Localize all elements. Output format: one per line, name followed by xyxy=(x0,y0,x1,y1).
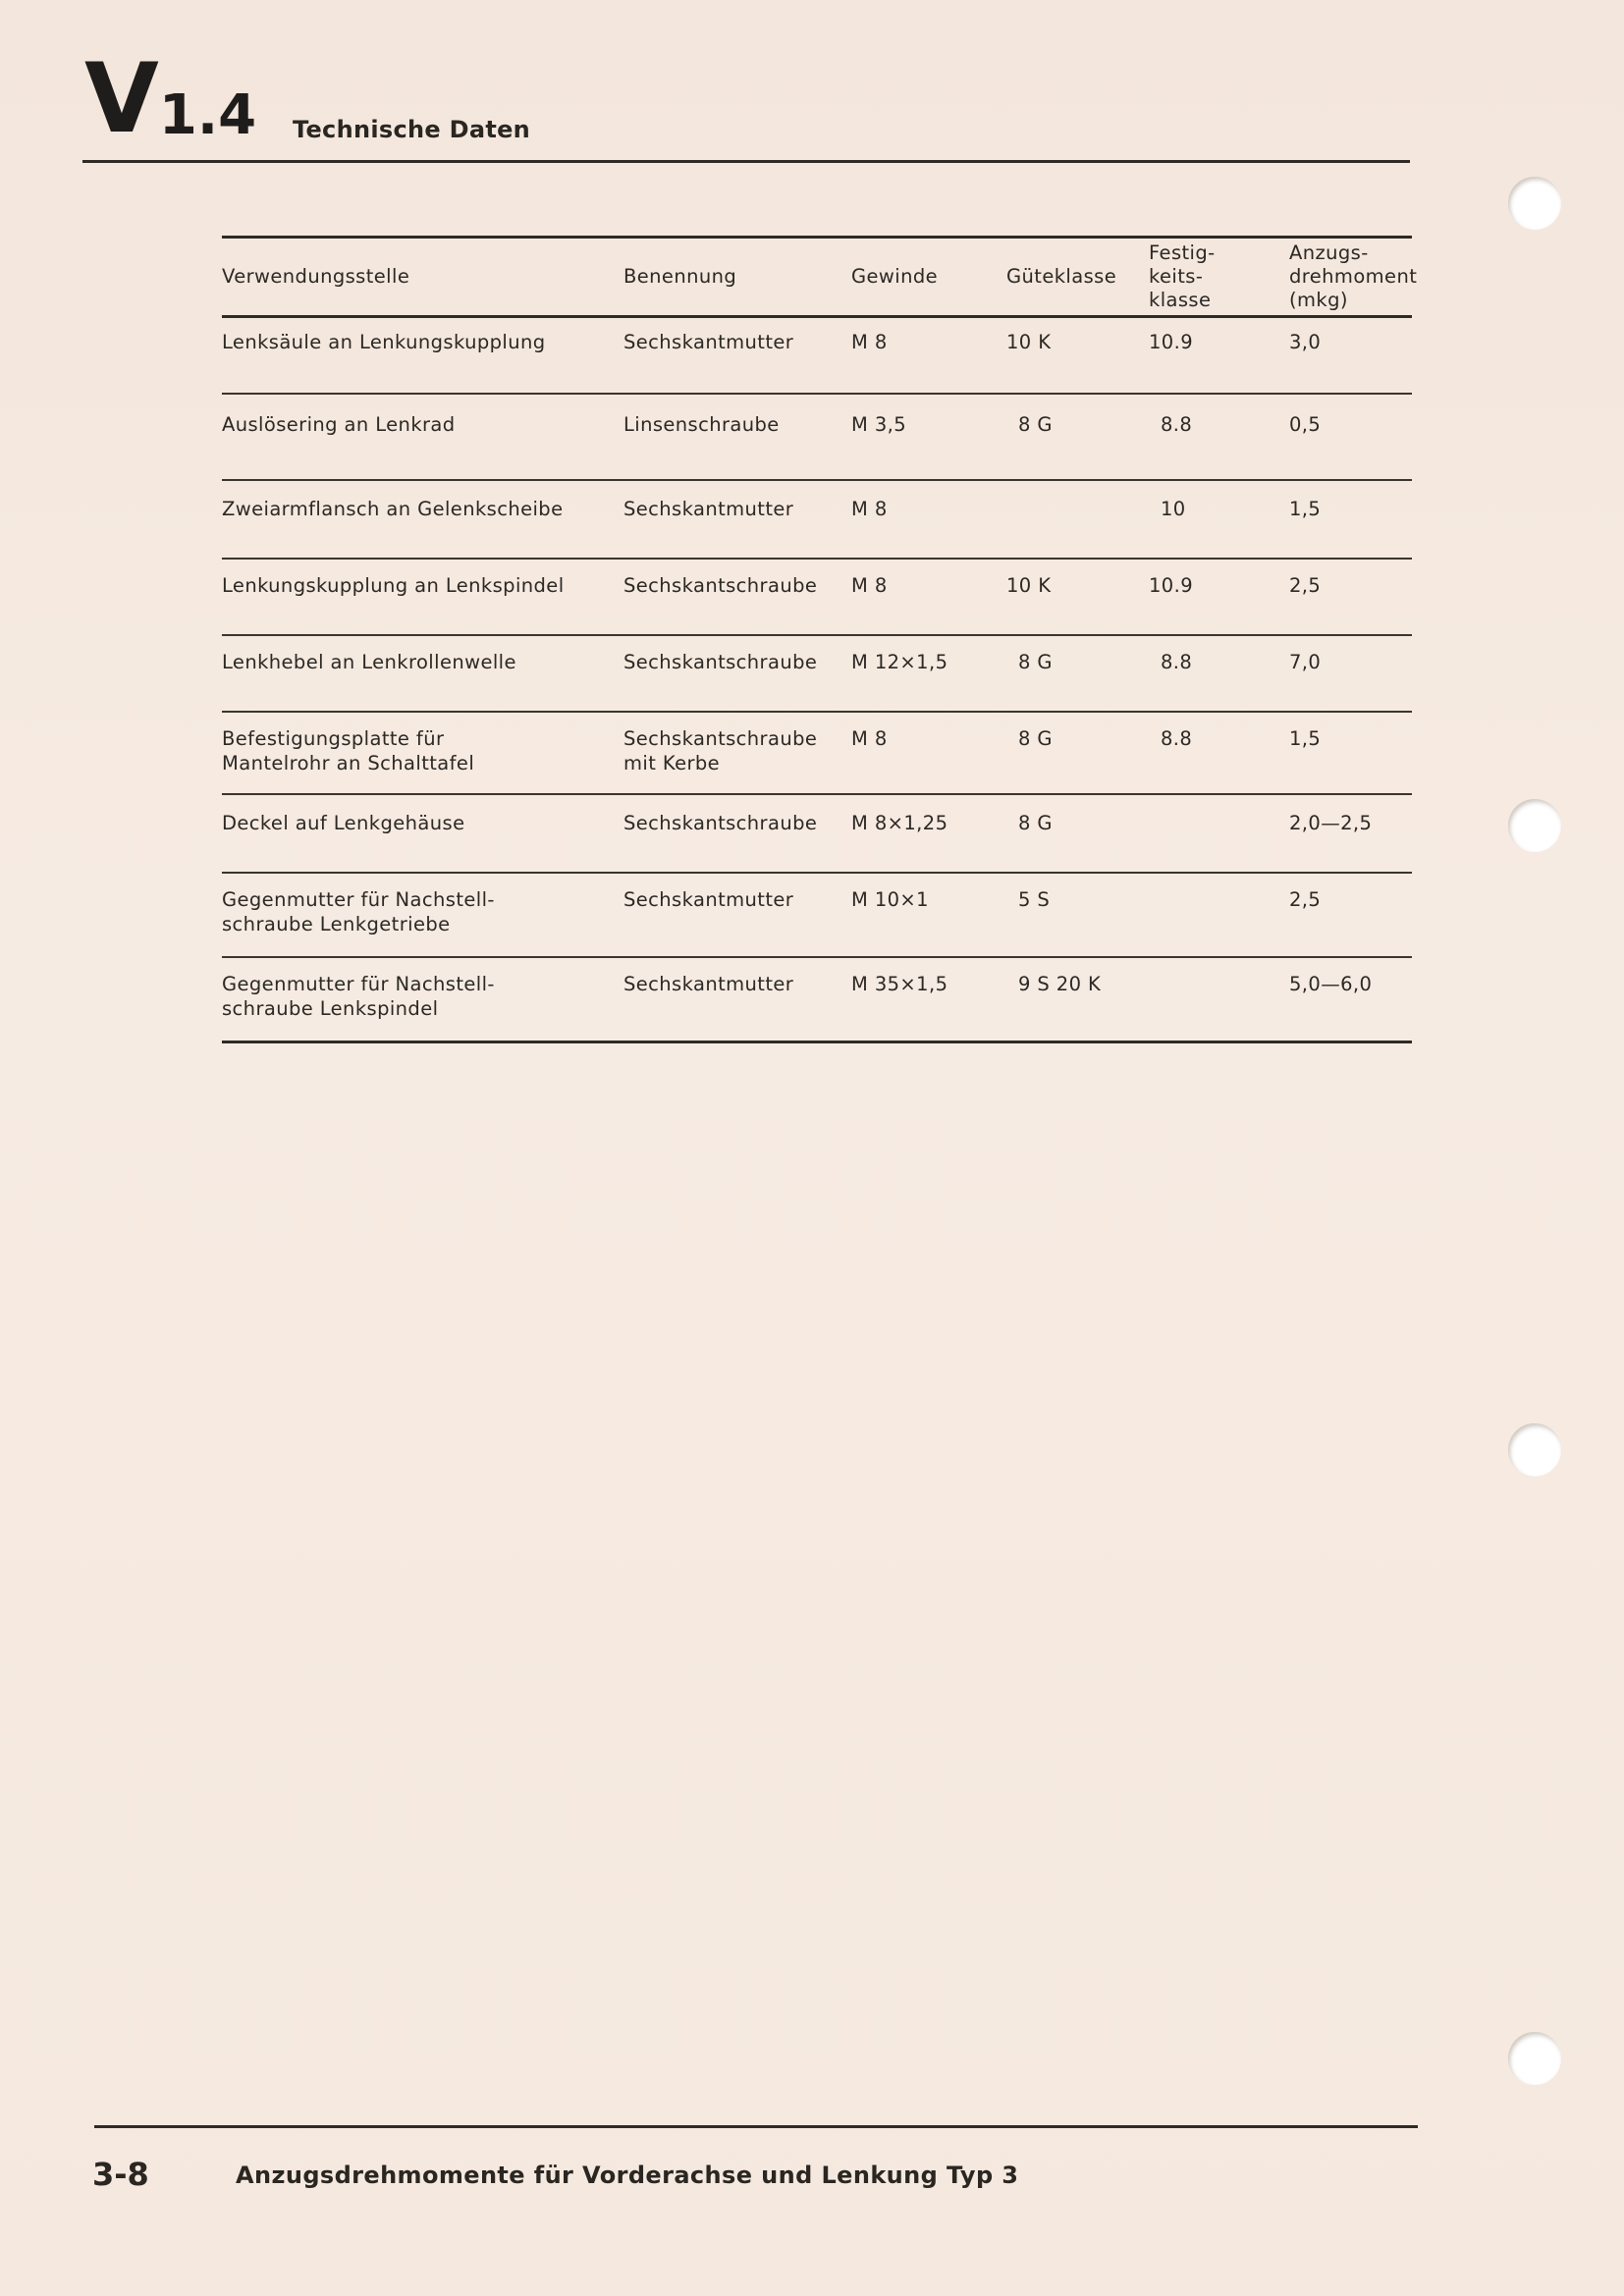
footer-divider xyxy=(94,2125,1418,2128)
column-header: Gewinde xyxy=(851,238,1006,317)
torque-table xyxy=(222,236,1418,1043)
table-cell xyxy=(1149,873,1289,957)
table-cell: Sechskantmutter xyxy=(623,317,851,395)
punch-hole-icon xyxy=(1508,1423,1561,1476)
table-cell: 1,5 xyxy=(1289,712,1412,794)
punch-hole-icon xyxy=(1508,2032,1561,2085)
table-cell: 9 S 20 K xyxy=(1006,957,1149,1042)
table-cell: Linsenschraube xyxy=(623,394,851,480)
table-row xyxy=(222,394,1412,480)
table-row xyxy=(222,712,1412,794)
table-cell: Sechskantmutter xyxy=(623,480,851,559)
table-row xyxy=(222,559,1412,635)
table-cell: 10.9 xyxy=(1149,559,1289,635)
table-header-row xyxy=(222,238,1412,317)
table-cell xyxy=(1006,480,1149,559)
table-cell: M 8×1,25 xyxy=(851,794,1006,873)
table-cell: Sechskantmutter xyxy=(623,873,851,957)
table-cell: 8 G xyxy=(1006,794,1149,873)
table-cell: M 12×1,5 xyxy=(851,635,1006,712)
footer-title: Anzugsdrehmomente für Vorderachse und Lenkung Typ 3 xyxy=(236,2162,1019,2189)
table-cell: Sechskantmutter xyxy=(623,957,851,1042)
table-cell: 8.8 xyxy=(1149,394,1289,480)
table-cell: 2,5 xyxy=(1289,559,1412,635)
section-number: 1.4 xyxy=(158,83,257,147)
table-cell: 3,0 xyxy=(1289,317,1412,395)
table-cell xyxy=(1149,794,1289,873)
table-row xyxy=(222,794,1412,873)
page-title: Technische Daten xyxy=(293,116,531,143)
table-cell: M 8 xyxy=(851,317,1006,395)
table-cell: Sechskantschraube xyxy=(623,794,851,873)
table-cell: M 35×1,5 xyxy=(851,957,1006,1042)
table-row xyxy=(222,635,1412,712)
column-header: Anzugs- drehmoment (mkg) xyxy=(1289,238,1412,317)
table-cell: 1,5 xyxy=(1289,480,1412,559)
table-cell: Deckel auf Lenkgehäuse xyxy=(222,794,623,873)
table-cell: M 8 xyxy=(851,559,1006,635)
punch-hole-icon xyxy=(1508,177,1561,230)
column-header: Festig- keits- klasse xyxy=(1149,238,1289,317)
table-cell: 8.8 xyxy=(1149,712,1289,794)
table-cell: Auslösering an Lenkrad xyxy=(222,394,623,480)
table-cell: Zweiarmflansch an Gelenkscheibe xyxy=(222,480,623,559)
table-cell: 0,5 xyxy=(1289,394,1412,480)
table-cell: Sechskantschraube xyxy=(623,559,851,635)
section-mark xyxy=(84,43,257,155)
table-cell: Sechskantschraube mit Kerbe xyxy=(623,712,851,794)
table-cell: 8 G xyxy=(1006,712,1149,794)
table-cell: 7,0 xyxy=(1289,635,1412,712)
column-header: Benennung xyxy=(623,238,851,317)
table-cell: Befestigungsplatte für Mantelrohr an Schalttafel xyxy=(222,712,623,794)
table-row xyxy=(222,480,1412,559)
table-cell: Gegenmutter für Nachstell- schraube Lenkspindel xyxy=(222,957,623,1042)
table-cell: 8 G xyxy=(1006,635,1149,712)
section-letter: V xyxy=(84,43,157,155)
table-row xyxy=(222,317,1412,395)
table-cell: M 3,5 xyxy=(851,394,1006,480)
table-cell: 8 G xyxy=(1006,394,1149,480)
table-cell: Sechskantschraube xyxy=(623,635,851,712)
table-cell xyxy=(1149,957,1289,1042)
table-cell: 10.9 xyxy=(1149,317,1289,395)
table-row xyxy=(222,873,1412,957)
table-cell: 10 xyxy=(1149,480,1289,559)
table-cell: Lenksäule an Lenkungskupplung xyxy=(222,317,623,395)
table-cell: 2,0—2,5 xyxy=(1289,794,1412,873)
table-cell: M 8 xyxy=(851,712,1006,794)
table-cell: Lenkhebel an Lenkrollenwelle xyxy=(222,635,623,712)
column-header: Verwendungsstelle xyxy=(222,238,623,317)
table-cell: 10 K xyxy=(1006,559,1149,635)
header-divider xyxy=(82,160,1410,163)
punch-hole-icon xyxy=(1508,799,1561,852)
table-cell: 2,5 xyxy=(1289,873,1412,957)
table-cell: Lenkungskupplung an Lenkspindel xyxy=(222,559,623,635)
table-cell: M 8 xyxy=(851,480,1006,559)
table-cell: Gegenmutter für Nachstell- schraube Lenkgetriebe xyxy=(222,873,623,957)
column-header: Güteklasse xyxy=(1006,238,1149,317)
table-cell: 5,0—6,0 xyxy=(1289,957,1412,1042)
table-cell: 5 S xyxy=(1006,873,1149,957)
table-cell: 10 K xyxy=(1006,317,1149,395)
table-cell: M 10×1 xyxy=(851,873,1006,957)
page-number: 3-8 xyxy=(92,2156,149,2193)
table-cell: 8.8 xyxy=(1149,635,1289,712)
table-row xyxy=(222,957,1412,1042)
